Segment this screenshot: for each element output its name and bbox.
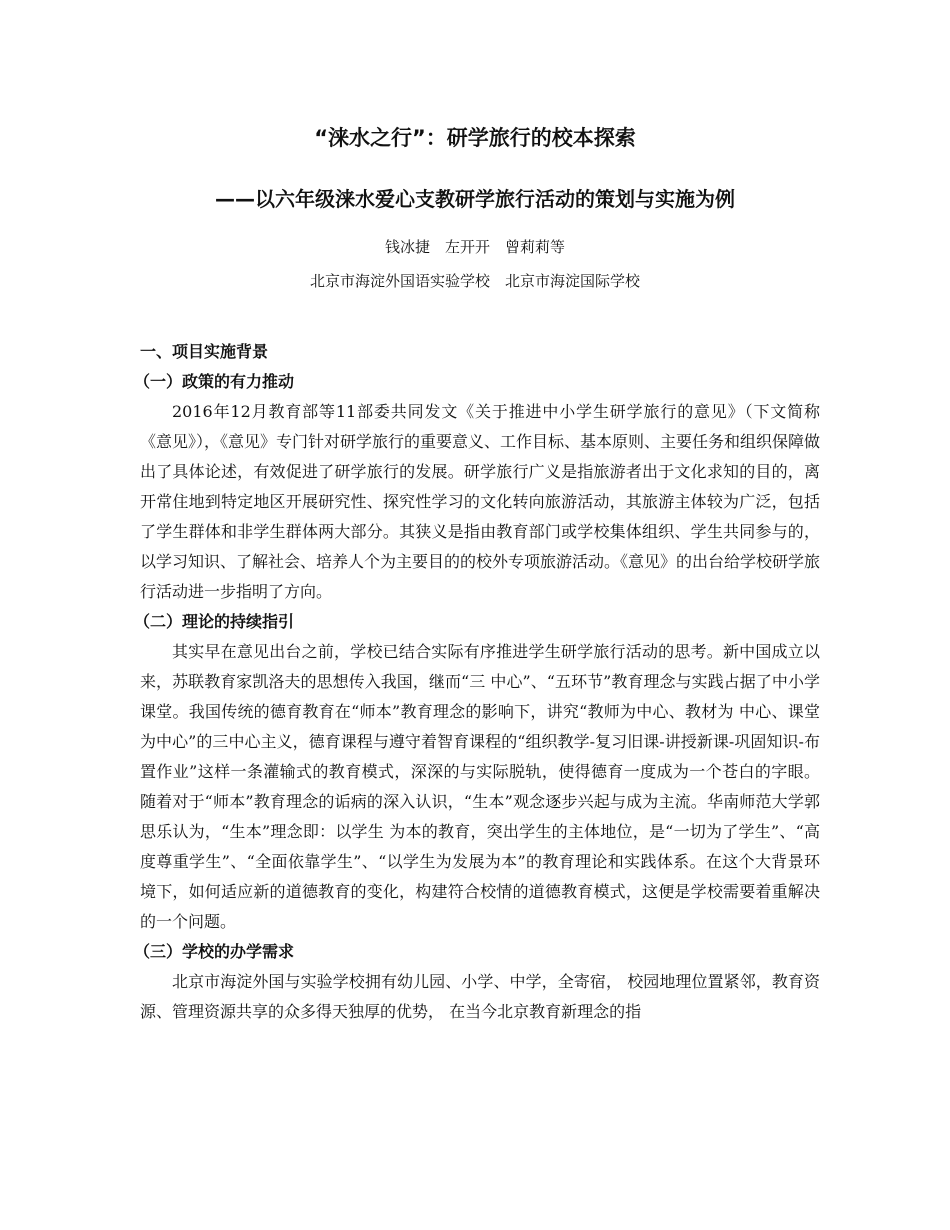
subsection-heading-theory: （二）理论的持续指引 [134,612,295,631]
subsection-heading-policy: （一）政策的有力推动 [134,372,295,391]
section-heading: 一、项目实施背景 [140,342,269,361]
document-title: “涞水之行”：研学旅行的校本探索 [314,126,636,150]
paragraph-policy: 2016年12月教育部等11部委共同发文《关于推进中小学生研学旅行的意见》（下文简称《意见》），《意见》专门针对研学旅行的重要意义、工作目标、基本原则、主要任务和组织保障做出了具体论述，有效促进了研学旅行的发展。研学旅行广义是指旅游者出于文化求知的目的，离开常住地到特定地区开展研究性、探究性学习的文化转向旅游活动，其旅游主体较为广泛，包括了学生群体和非学生群体两大部分。其狭义是指由教育部门或学校集体组织、学生共同参与的，以学习知识、了解社会、培养人个为主要目的的校外专项旅游活动。《意见》的出台给学校研学旅行活动进一步指明了方向。 [140,402,821,601]
paragraph-school: 北京市海淀外国与实验学校拥有幼儿园、小学、中学，全寄宿， 校园地理位置紧邻，教育资源、管理资源共享的众多得天独厚的优势， 在当今北京教育新理念的指 [140,972,820,1021]
affiliation-line: 北京市海淀外国语实验学校 北京市海淀国际学校 [309,272,640,290]
paragraph-theory: 其实早在意见出台之前，学校已结合实际有序推进学生研学旅行活动的思考。新中国成立以来，苏联教育家凯洛夫的思想传入我国，继而“三 中心”、“五环节”教育理念与实践占据了中小学课堂。我国传统的德育教育在“师本”教育理念的影响下，讲究“教师为中心、教材为 中心、课堂为中心”的三中心主义，德育课程与遵守着智育课程的“组织教学-复习旧课-讲授新课-巩固知识-布置作业”这样一条灌输式的教育模式，深深的与实际脱轨，使得德育一度成为一个苍白的字眼。随着对于“师本”教育理念的诟病的深入认识，“生本”观念逐步兴起与成为主流。华南师范大学郭思乐认为，“生本”理念即：以学生 为本的教育，突出学生的主体地位，是“一切为了学生”、“高度尊重学生”、“全面依靠学生”、“以学生为发展为本”的教育理论和实践体系。在这个大背景环境下，如何适应新的道德教育的变化，构建符合校情的道德教育模式，这便是学校需要着重解决的一个问题。 [140,642,820,931]
subsection-heading-school: （三）学校的办学需求 [134,942,295,961]
author-line: 钱冰捷 左开开 曾莉莉等 [384,238,565,256]
document-subtitle: ——以六年级涞水爱心支教研学旅行活动的策划与实施为例 [215,187,735,211]
document-body [134,337,821,1027]
